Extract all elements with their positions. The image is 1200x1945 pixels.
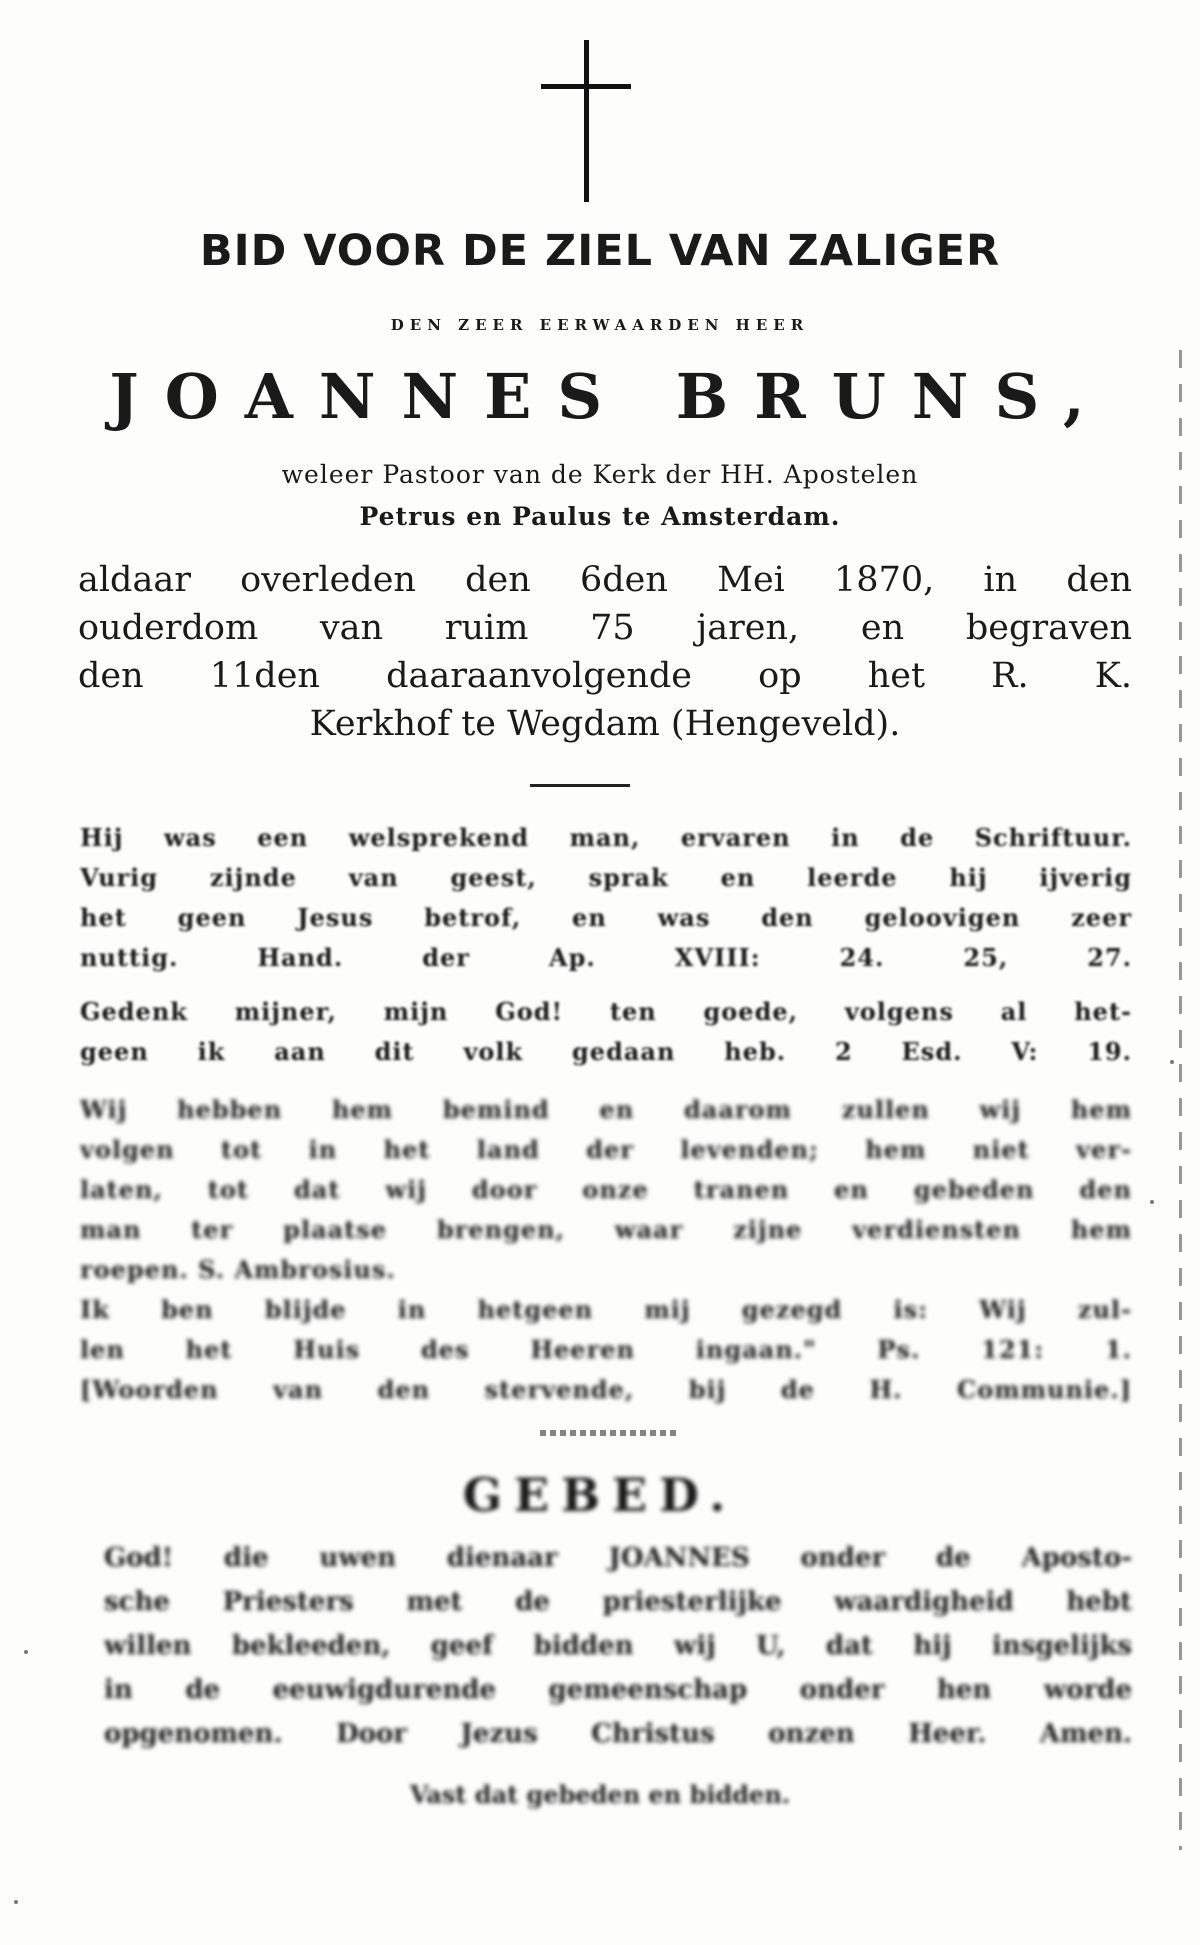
former-position: weleer Pastoor van de Kerk der HH. Apostelen <box>281 460 919 489</box>
quote-line: Gedenk mijner, mijn God! ten goede, volgens al het- <box>80 997 1132 1026</box>
parish-place: Petrus en Paulus te Amsterdam. <box>359 502 841 531</box>
death-line: Kerkhof te Wegdam (Hengeveld). <box>309 704 901 744</box>
quote-ambrosius <box>80 1090 1132 1290</box>
quote-line: volgen tot in het land der levenden; hem niet ver- <box>80 1135 1132 1164</box>
quote-line: nuttig. Hand. der Ap. XVIII: 24. 25, 27. <box>80 943 1132 972</box>
closing-line: Vast dat gebeden en bidden. <box>409 1780 791 1809</box>
deceased-name: JOANNES BRUNS, <box>109 360 1111 433</box>
quote-acts <box>80 818 1132 978</box>
divider-dots <box>540 1430 680 1436</box>
prayer-title: GEBED. <box>462 1468 738 1522</box>
prayer-line: sche Priesters met de priesterlijke waardigheid hebt <box>104 1587 1132 1617</box>
prayer-line: in de eeuwigdurende gemeenschap onder hen worde <box>104 1675 1132 1705</box>
quote-line: Ik ben blijde in hetgeen mij gezegd is: Wij zul- <box>80 1295 1132 1324</box>
prayer-line: opgenomen. Door Jezus Christus onzen Heer. Amen. <box>104 1719 1132 1749</box>
speck <box>1170 1060 1174 1064</box>
quote-line: roepen. S. Ambrosius. <box>80 1255 396 1284</box>
speck <box>1150 1200 1154 1204</box>
cross-icon <box>536 40 636 210</box>
prayer-line: God! die uwen dienaar JOANNES onder de Aposto- <box>104 1543 1132 1573</box>
death-line: den 11den daaraanvolgende op het R. K. <box>78 656 1132 696</box>
quote-line: het geen Jesus betrof, en was den geloovigen zeer <box>80 903 1132 932</box>
divider <box>530 784 630 787</box>
quote-esdras <box>80 992 1132 1072</box>
quote-line: len het Huis des Heeren ingaan." Ps. 121: 1. <box>80 1335 1132 1364</box>
quote-line: Hij was een welsprekend man, ervaren in de Schriftuur. <box>80 823 1132 852</box>
prayer-text <box>104 1536 1132 1756</box>
quote-line: geen ik aan dit volk gedaan heb. 2 Esd. V: 19. <box>80 1037 1132 1066</box>
quote-line: [Woorden van den stervende, bij de H. Communie.] <box>80 1375 1132 1404</box>
death-line: ouderdom van ruim 75 jaren, en begraven <box>78 608 1132 648</box>
card-subheading: DEN ZEER EERWAARDEN HEER <box>390 316 810 334</box>
speck <box>14 1900 18 1904</box>
quote-line: Vurig zijnde van geest, sprak en leerde hij ijverig <box>80 863 1132 892</box>
quote-psalm <box>80 1290 1132 1410</box>
death-line: aldaar overleden den 6den Mei 1870, in den <box>78 560 1132 600</box>
prayer-line: willen bekleeden, geef bidden wij U, dat hij insgelijks <box>104 1631 1132 1661</box>
card-edge <box>1179 350 1182 1850</box>
quote-line: laten, tot dat wij door onze tranen en gebeden den <box>80 1175 1132 1204</box>
card-heading: BID VOOR DE ZIEL VAN ZALIGER <box>199 226 1001 276</box>
quote-line: Wij hebben hem bemind en daarom zullen wij hem <box>80 1095 1132 1124</box>
speck <box>24 1650 28 1654</box>
death-notice <box>78 556 1132 748</box>
quote-line: man ter plaatse brengen, waar zijne verdiensten hem <box>80 1215 1132 1244</box>
